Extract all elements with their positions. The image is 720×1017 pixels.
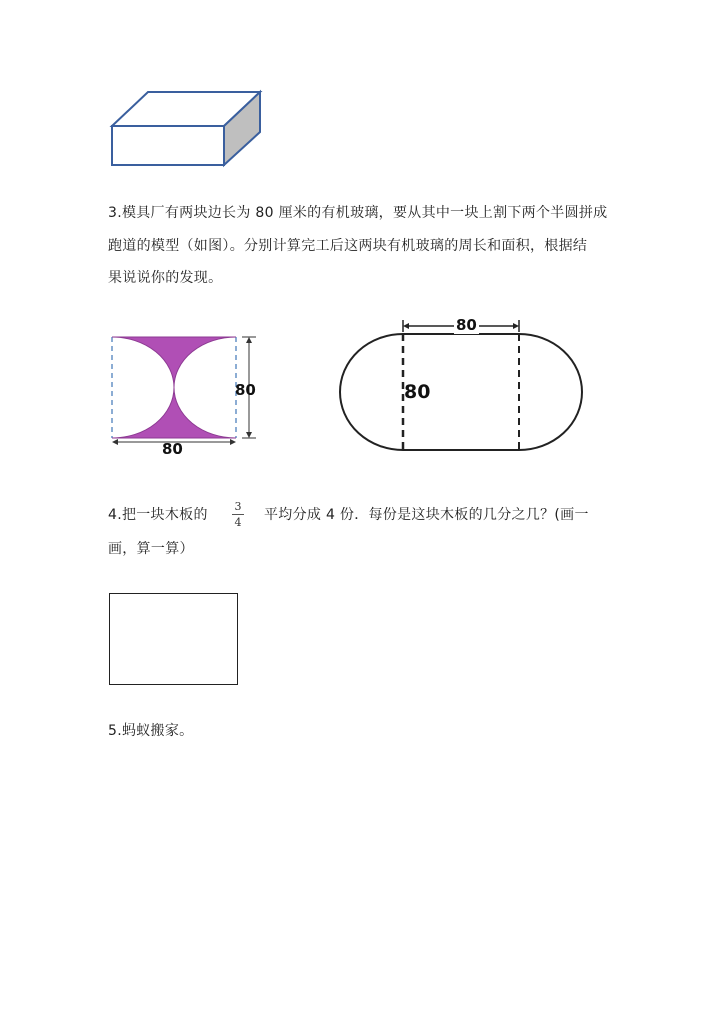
question-3-line-3: 果说说你的发现。 <box>108 270 223 286</box>
track-top-label: 80 <box>456 316 477 334</box>
question-4-line-2: 画，算一算） <box>108 541 194 557</box>
question-3-line-2: 跑道的模型（如图）。分别计算完工后这两块有机玻璃的周长和面积，根据结 <box>108 238 588 254</box>
fraction-denominator: 4 <box>234 516 242 529</box>
fraction-bar <box>232 514 244 515</box>
fraction-numerator: 3 <box>234 500 242 513</box>
question-4-line-1-start: 4.把一块木板的 <box>108 507 208 523</box>
question-4-line-1-end: 平均分成 4 份．每份是这块木板的几分之几？(画一 <box>264 507 589 523</box>
question-3-line-1: 3.模具厂有两块边长为 80 厘米的有机玻璃，要从其中一块上割下两个半圆拼成 <box>108 205 608 221</box>
square-height-label: 80 <box>235 381 256 399</box>
fraction-three-quarters <box>231 500 245 529</box>
track-height-label: 80 <box>404 381 431 403</box>
box-figure <box>108 88 268 170</box>
drawing-rectangle <box>109 593 238 685</box>
question-5: 5.蚂蚁搬家。 <box>108 723 194 739</box>
track-figure <box>335 316 591 456</box>
purple-shaded-region <box>112 337 236 438</box>
square-width-label: 80 <box>162 440 183 458</box>
